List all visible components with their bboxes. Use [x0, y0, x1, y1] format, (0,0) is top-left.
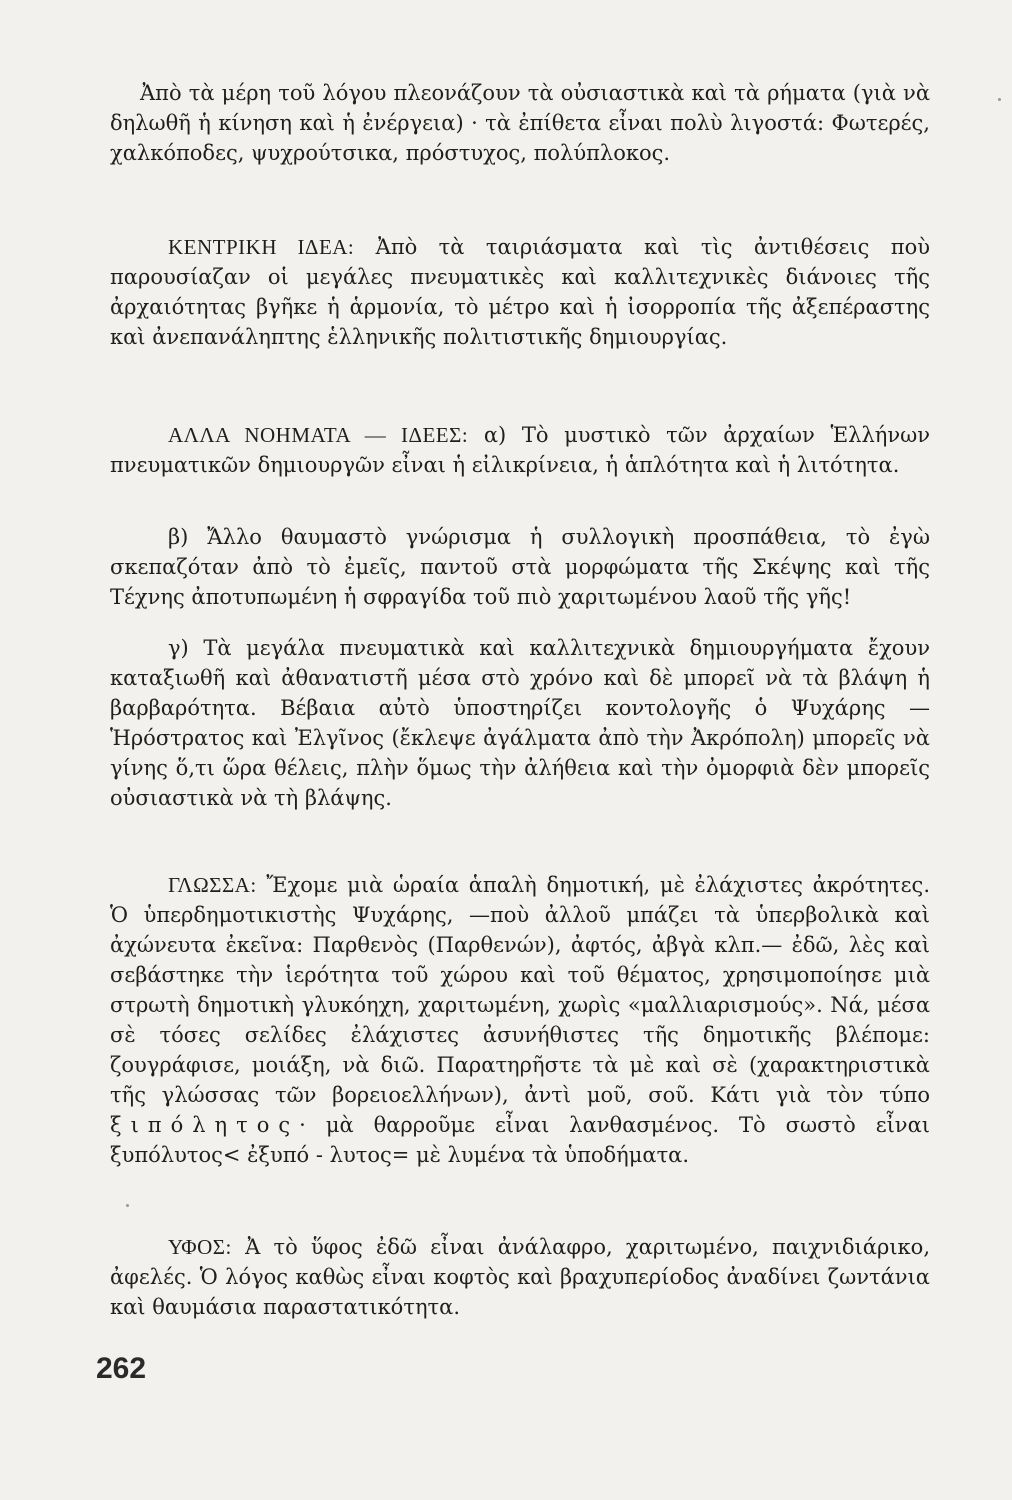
page-number: 262 [96, 1352, 147, 1385]
other-ideas-label: ΑΛΛΑ ΝΟΗΜΑΤΑ — ΙΔΕΕΣ: [168, 423, 469, 447]
intro-paragraph [110, 78, 930, 168]
other-ideas-a: α) Τὸ μυστικὸ τῶν ἀρχαίων Ἑλλήνων πνευματικῶν δημιουργῶν εἶναι ἡ εἰλικρίνεια, ἡ ἁπλότητα καὶ ἡ λιτότητα. [110, 423, 930, 477]
language-text-2: · μὰ θαρροῦμε εἶναι λανθασμένος. Τὸ σωστὸ εἶναι ξυπόλυτος< ἐξυπό - λυτος= μὲ λυμένα τὰ ὑποδήματα. [110, 1113, 930, 1167]
other-ideas-paragraph-a [110, 420, 930, 480]
language-label: ΓΛΩΣΣΑ: [168, 873, 257, 897]
style-text: Ἀ τὸ ὕφος ἐδῶ εἶναι ἀνάλαφρο, χαριτωμένο, παιχνιδιάρικο, ἀφελές. Ὁ λόγος καθὼς εἶναι κοφτὸς καὶ βραχυπερίοδος ἀναδίνει ζωντάνια καὶ θαυμάσια παραστατικότητα. [110, 1235, 930, 1319]
central-idea-label: ΚΕΝΤΡΙΚΗ ΙΔΕΑ: [168, 235, 355, 259]
other-ideas-b: β) Ἄλλο θαυμαστὸ γνώρισμα ἡ συλλογικὴ προσπάθεια, τὸ ἐγὼ σκεπαζόταν ἀπὸ τὸ ἐμεῖς, παντοῦ στὰ μορφώματα τῆς Σκέψης καὶ τῆς Τέχνης ἀποτυπωμένη ἡ σφραγίδα τοῦ πιὸ χαριτωμένου λαοῦ τῆς γῆς! [110, 525, 930, 609]
style-paragraph [110, 1232, 930, 1322]
intro-text: Ἀπὸ τὰ μέρη τοῦ λόγου πλεονάζουν τὰ οὐσιαστικὰ καὶ τὰ ρήματα (γιὰ νὰ δηλωθῆ ἡ κίνηση καὶ ἡ ἐνέργεια) · τὰ ἐπίθετα εἶναι πολὺ λιγοστά: Φωτερές, χαλκόποδες, ψυχρούτσικα, πρόστυχος, πολύπλοκος. [110, 81, 930, 165]
language-paragraph [110, 870, 930, 1170]
margin-mark [126, 1204, 129, 1207]
language-text-1: Ἔχομε μιὰ ὡραία ἁπαλὴ δημοτική, μὲ ἐλάχιστες ἀκρότητες. Ὁ ὑπερδημοτικιστὴς Ψυχάρης, —ποὺ ἀλλοῦ μπάζει τὰ ὑπερβολικὰ καὶ ἀχώνευτα ἐκεῖνα: Παρθενὸς (Παρθενών), ἀφτός, ἀβγὰ κλπ.— ἐδῶ, λὲς καὶ σεβάστηκε τὴν ἱερότητα τοῦ χώρου καὶ τοῦ θέματος, χρησιμοποίησε μιὰ στρωτὴ δημοτικὴ γλυκόηχη, χαριτωμένη, χωρὶς «μαλλιαρισμούς». Νά, μέσα σὲ τόσες σελίδες ἐλάχιστες ἀσυνήθιστες τῆς δημοτικῆς βλέπομε: ζουγράφισε, μοιάξη, νὰ διῶ. Παρατηρῆστε τὰ μὲ καὶ σὲ (χαρακτηριστικὰ τῆς γλώσσας τῶν βορειοελλήνων), ἀντὶ μοῦ, σοῦ. Κάτι γιὰ τὸν τύπο [110, 873, 930, 1107]
other-ideas-paragraph-c [110, 633, 930, 813]
central-idea-text: Ἀπὸ τὰ ταιριάσματα καὶ τὶς ἀντιθέσεις ποὺ παρουσίαζαν οἱ μεγάλες πνευματικὲς καὶ καλλιτεχνικὲς διάνοιες τῆς ἀρχαιότητας βγῆκε ἡ ἁρμονία, τὸ μέτρο καὶ ἡ ἰσορροπία τῆς ἀξεπέραστης καὶ ἀνεπανάληπτης ἑλληνικῆς πολιτιστικῆς δημιουργίας. [110, 235, 930, 349]
margin-mark [998, 98, 1001, 101]
language-spaced-word: ξιπόλητος [110, 1113, 300, 1137]
other-ideas-paragraph-b [110, 522, 930, 612]
other-ideas-c: γ) Τὰ μεγάλα πνευματικὰ καὶ καλλιτεχνικὰ δημιουργήματα ἔχουν καταξιωθῆ καὶ ἀθανατιστῆ μέσα στὸ χρόνο καὶ δὲ μπορεῖ νὰ τὰ βλάψη ἡ βαρβαρότητα. Βέβαια αὐτὸ ὑποστηρίζει κοντολογῆς ὁ Ψυχάρης —Ἡρόστρατος καὶ Ἐλγῖνος (ἔκλεψε ἀγάλματα ἀπὸ τὴν Ἀκρόπολη) μπορεῖς νὰ γίνης ὅ,τι ὥρα θέλεις, πλὴν ὅμως τὴν ἀλήθεια καὶ τὴν ὀμορφιὰ δὲν μπορεῖς οὐσιαστικὰ νὰ τὴ βλάψης. [110, 636, 930, 810]
central-idea-paragraph [110, 232, 930, 352]
style-label: ΥΦΟΣ: [168, 1235, 232, 1259]
